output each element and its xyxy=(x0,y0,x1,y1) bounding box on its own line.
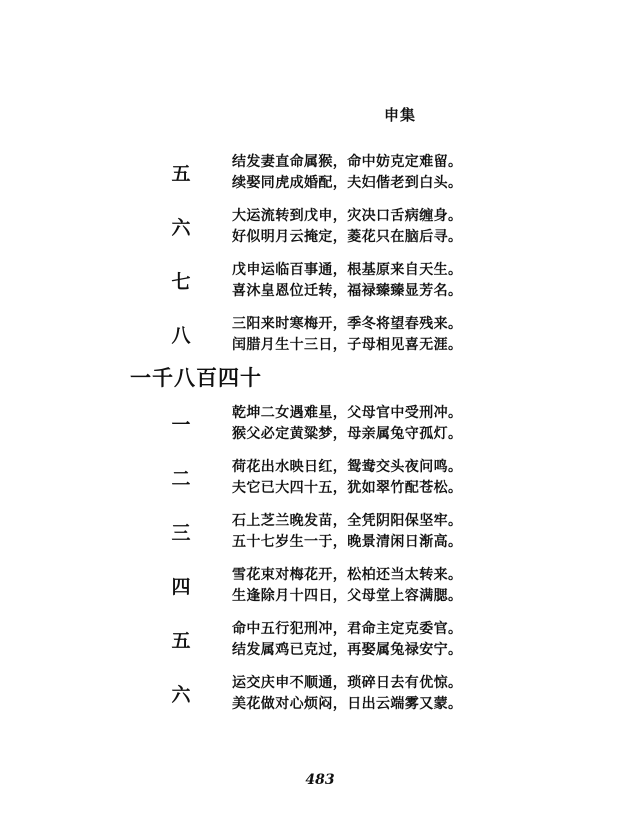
verse-line: 五十七岁生一于，晚景清闲日渐高。 xyxy=(232,534,463,550)
entry-number: 三 xyxy=(171,522,191,544)
verse-line: 三阳来时寒梅开，季冬将望春残来。 xyxy=(232,316,463,332)
entry-number: 六 xyxy=(171,217,191,239)
verse-line: 戊申运临百事通，根基原来自天生。 xyxy=(232,262,463,278)
verse-line: 乾坤二女遇难星，父母官中受刑冲。 xyxy=(232,405,463,421)
verse-entry xyxy=(0,402,640,444)
verse-line: 运交庆申不顺通，琐碎日去有优惊。 xyxy=(232,675,463,691)
verse-line: 夫它已大四十五，犹如翠竹配苍松。 xyxy=(232,480,463,496)
verse-line: 荷花出水映日红，鸳鸯交头夜问鸣。 xyxy=(232,459,463,475)
entry-number: 四 xyxy=(171,576,191,598)
verse-entry xyxy=(0,313,640,355)
verse-entry xyxy=(0,205,640,247)
verse-entry xyxy=(0,259,640,301)
verse-line: 闰腊月生十三日，子母相见喜无涯。 xyxy=(232,337,463,353)
verse-line: 猴父必定黄粱梦，母亲属兔守孤灯。 xyxy=(232,426,463,442)
verse-line: 生逢除月十四日，父母堂上容满腮。 xyxy=(232,588,463,604)
entry-number: 一 xyxy=(171,414,191,436)
entry-number: 五 xyxy=(171,163,191,185)
verse-entry xyxy=(0,151,640,193)
entry-number: 八 xyxy=(171,325,191,347)
entry-number: 二 xyxy=(171,468,191,490)
verse-line: 命中五行犯刑冲，君命主定克委官。 xyxy=(232,621,463,637)
verse-line: 结发妻直命属猴，命中妨克定难留。 xyxy=(232,154,463,170)
verse-line: 雪花束对梅花开，松柏还当太转来。 xyxy=(232,567,463,583)
verse-line: 好似明月云掩定，菱花只在脑后寻。 xyxy=(232,229,463,245)
entry-number: 七 xyxy=(171,271,191,293)
page-number: 483 xyxy=(305,772,335,788)
verse-line: 美花做对心烦闷，日出云端雾又蒙。 xyxy=(232,696,463,712)
verse-line: 大运流转到戊申，灾决口舌病缠身。 xyxy=(232,208,463,224)
running-head: 申集 xyxy=(384,106,417,124)
verse-entry xyxy=(0,672,640,714)
verse-line: 续娶同虎成婚配，夫妇偕老到白头。 xyxy=(232,175,463,191)
verse-entry xyxy=(0,456,640,498)
verse-entry xyxy=(0,510,640,552)
verse-line: 结发属鸡已克过，再娶属兔禄安宁。 xyxy=(232,642,463,658)
verse-entry xyxy=(0,618,640,660)
verse-line: 喜沐皇恩位迁转，福禄臻臻显芳名。 xyxy=(232,283,463,299)
section-heading: 一千八百四十 xyxy=(130,365,262,390)
verse-line: 石上芝兰晚发苗，全凭阴阳保坚牢。 xyxy=(232,513,463,529)
entry-number: 六 xyxy=(171,684,191,706)
verse-entry xyxy=(0,564,640,606)
entry-number: 五 xyxy=(171,630,191,652)
